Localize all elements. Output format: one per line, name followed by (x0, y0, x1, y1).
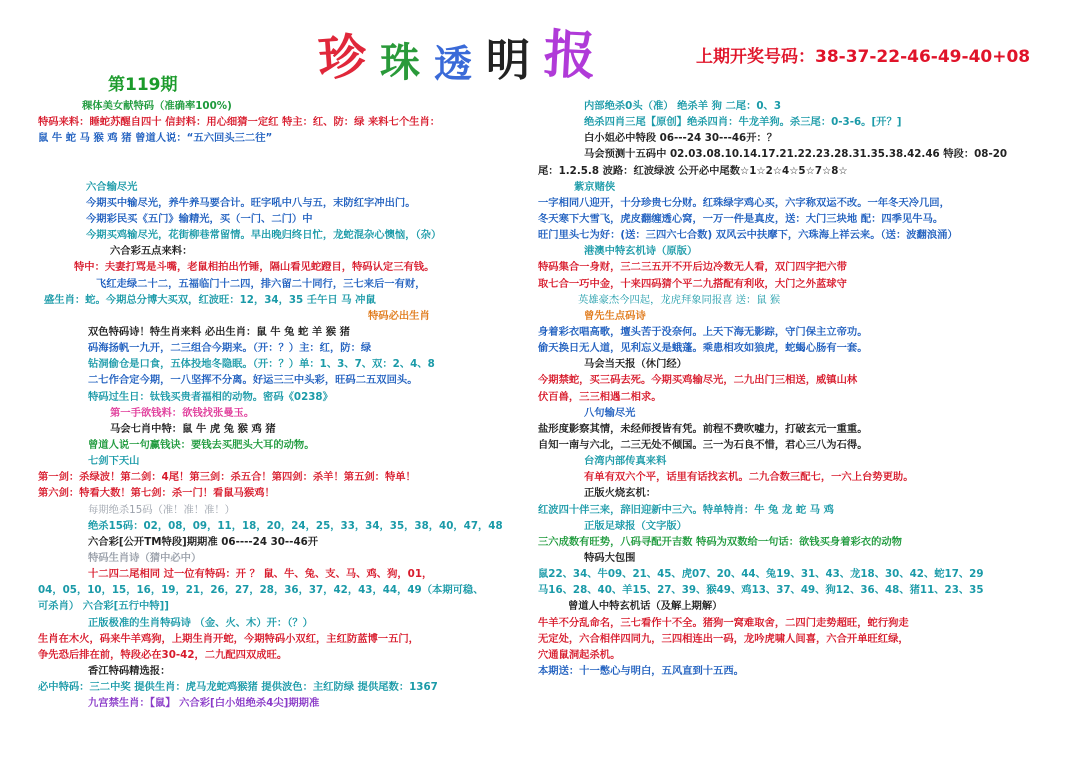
right-text-line: 八句输尽光 (584, 406, 636, 419)
left-text-line (38, 146, 538, 162)
left-text-line: 必中特码：三二中奖 提供生肖：虎马龙蛇鸡猴猪 提供波色：主红防绿 提供尾数：1367 (38, 681, 438, 694)
right-text-line: 鼠22、34、牛09、21、45、虎07、20、44、兔19、31、43、龙18、30、42、蛇17、29 (538, 568, 984, 581)
right-text-line: 穴通鼠洞起杀机。 (538, 648, 621, 661)
right-text-line: 特码大包围 (584, 551, 636, 564)
left-text-line (38, 163, 538, 179)
newspaper-title (316, 23, 610, 88)
left-text-line: 今期买鸡输尽光，花街柳巷常留情。早出晚归终日忙，龙蛇混杂心懊恼，（杂） (86, 229, 442, 242)
left-text-line: 稞体美女献特码（准确率100%) (82, 100, 232, 112)
right-text-line: 英雄豪杰今四起，龙虎拜象同报喜 送：鼠 猴 (578, 293, 781, 306)
right-text-line: 马16、28、40、羊15、27、39、猴49、鸡13、37、49、狗12、36、48、猪11、23、35 (538, 584, 984, 597)
left-text-line: 香江特码精选报： (88, 664, 171, 677)
right-text-line: 冬天寒下大雪飞，虎皮翻缠透心窝，一万一件是真皮，送：大门三块地 配：四季见牛马。 (538, 212, 944, 225)
left-column (38, 98, 538, 711)
left-text-line: 特码生肖诗（猜中必中） (88, 551, 202, 564)
right-text-line: 内部绝杀0头（准） 绝杀羊 狗 二尾：0、3 (584, 100, 781, 112)
left-text-line: 第六剑：特看大数！第七剑：杀一门！看鼠马猴鸡！ (38, 487, 275, 500)
issue-number: 第119期 (108, 75, 178, 95)
right-text-line: 今期禁蛇，买三码去死。今期买鸡输尽光，二九出门三相送，威镇山林 (538, 374, 858, 387)
right-text-line: 自知一南与六北，二三无处不倾国。三一为石良不惜，君心三八为石得。 (538, 438, 868, 451)
right-text-line: 马会当天报（休门经） (584, 358, 687, 371)
right-text-line: 无定处，六合相伴四同九，三四相连出一码，龙吟虎啸人间喜，六合开单旺红绿， (538, 632, 909, 645)
left-text-line: 04，05，10，15，16，19，21，26，27，28，36，37，42，43，44，49（本期可稳、 (38, 584, 484, 597)
left-text-line: 今期彩民买《五门》输精光，买（一门、二门）中 (86, 212, 313, 225)
right-text-line: 本期送：十一憋心与明白，五风直到十五西。 (538, 664, 744, 677)
left-text-line: 特中：夫妻打骂是斗嘴，老鼠相拍出竹锤，隔山看见蛇蹬目，特码认定三有钱。 (74, 261, 435, 274)
right-text-line: 港澳中特玄机诗（原版） (584, 245, 698, 258)
title-char-1: 珍 (316, 28, 369, 88)
left-text-line: 盛生肖：蛇。今期总分博大买双，红波旺：12，34，35 壬午日 马 冲鼠 (44, 293, 376, 306)
last-draw-numbers: 上期开奖号码：38-37-22-46-49-40+08 (696, 47, 1031, 67)
right-column (538, 98, 1043, 679)
right-text-line: 特码集合一身财，三二三五开不开后边冷数无人看，双门四字把六带 (538, 261, 847, 274)
left-text-line: 绝杀15码：02，08，09，11，18，20，24，25，33，34，35，38，40，47，48 (88, 519, 503, 532)
right-text-line: 绝杀四肖三尾【原创】绝杀四肖：牛龙羊狗。杀三尾：0-3-6。[开？] (584, 116, 902, 129)
right-text-line: 台湾内部传真来料 (584, 455, 667, 468)
right-text-line: 白小姐必中特段 06---24 30---46开：？ (584, 132, 778, 145)
left-text-line: 特码必出生肖 (368, 309, 430, 322)
left-text-line: 钻洞偷仓是口食，五体投地冬隐眠。（开：？）单：1、3、7、双：2、4、8 (88, 358, 435, 371)
right-text-line: 伏百兽，三三相遇二相求。 (538, 390, 662, 403)
right-text-line: 有单有双六个平，话里有话找玄机。二九合数三配七，一六上台势更助。 (584, 471, 914, 484)
right-text-line: 曾道人中特玄机话（及解上期解） (568, 600, 723, 613)
left-text-line: 马会七肖中特：鼠 牛 虎 兔 猴 鸡 猪 (110, 422, 276, 435)
left-text-line: 六合输尽光 (86, 180, 138, 193)
right-text-line: 三六成数有旺势，八码寻配开吉数 特码为双数给一句话：欲钱买身着彩衣的动物 (538, 535, 902, 548)
left-text-line: 九宫禁生肖：【鼠】 六合彩[白小姐绝杀4尖]期期准 (88, 697, 320, 710)
title-char-2: 珠 (380, 39, 421, 86)
left-text-line: 可杀肖） 六合彩[五行中特]] (38, 600, 169, 613)
left-text-line: 特码来料：睡蛇苏醒自四十 信封料：用心细猜一定红 特主：红、防：绿 来料七个生肖： (38, 116, 441, 129)
left-text-line: 鼠 牛 蛇 马 猴 鸡 猪 曾道人说：“五六回头三二往” (38, 132, 273, 145)
left-text-line: 六合彩[公开TM特段]期期准 06----24 30--46开 (88, 535, 319, 548)
left-text-line: 码海扬帆一九开，二三组合今期来。（开：？）主：红，防：绿 (88, 342, 372, 355)
left-text-line: 争先恐后排在前，特段必在30-42，二九配四双成旺。 (38, 648, 288, 661)
right-text-line: 红波四十伴三来，辞旧迎新中三六。特单特肖：牛 兔 龙 蛇 马 鸡 (538, 503, 834, 516)
left-text-line: 双色特码诗！特生肖来料 必出生肖：鼠 牛 兔 蛇 羊 猴 猪 (88, 325, 350, 338)
right-text-line: 偷天换日无人道，见利忘义是蛾蓬。乘患相攻如狼虎，蛇蝎心肠有一套。 (538, 342, 868, 355)
right-text-line: 正版足球报（文字版） (584, 519, 687, 532)
left-text-line: 今期买中输尽光，养牛养马要合计。旺字吼中八与五，末防红字冲出门。 (86, 196, 416, 209)
right-text-line: 取七合一巧中金，十来四码猜个平二九搭配有利收，大门之外蓝球守 (538, 277, 847, 290)
left-text-line: 曾道人说一句赢钱诀：要钱去买肥头大耳的动物。 (88, 438, 315, 451)
right-text-line: 旺门里头七为好：(送：三四六七合数) 双风云中扶摩下，六珠海上祥云来。（送：波翻浪涌） (538, 229, 958, 242)
left-text-line: 飞红走绿二十二，五福临门十二四，排六留二十同行，三七来后一有财， (96, 277, 426, 290)
right-text-line: 紫京赌侠 (574, 180, 616, 193)
right-text-line: 盐形度影察其情，未经师授皆有凭。前程不费吹嘘力，打破玄元一重重。 (538, 422, 868, 435)
right-text-line: 尾：1.2.5.8 波路：红波绿波 公开必中尾数☆1☆2☆4☆5☆7☆8☆ (538, 164, 848, 177)
left-text-line: 七剑下天山 (88, 455, 140, 468)
left-text-line: 特码过生日：钛钱买贵者福相的动物。密码《0238》 (88, 390, 333, 403)
right-text-line: 曾先生点码诗 (584, 309, 646, 322)
right-text-line: 马会预测十五码中 02.03.08.10.14.17.21.22.23.28.31.35.38.42.46 特段：08-20 (584, 148, 1008, 161)
left-text-line: 六合彩五点来料： (110, 245, 193, 258)
left-text-line: 二七作合定今期，一八坚挥不分离。好运三三中头彩，旺码二五双回头。 (88, 374, 418, 387)
right-text-line: 牛羊不分乱命名，三七看作十不全。猪狗一窝难取舍，二四门走势超旺，蛇行狗走 (538, 616, 909, 629)
left-text-line: 第一手欲钱料：欲钱找张曼玉。 (110, 406, 255, 419)
title-char-4: 明 (486, 35, 531, 86)
right-text-line: 正版火烧玄机： (584, 487, 657, 500)
left-text-line: 生肖在木火，码来牛羊鸡狗，上期生肖开蛇，今期特码小双红，主红防蓝博一五门， (38, 632, 419, 645)
right-text-line: 身着彩衣唱高歌，壇头苦于没奈何。上天下海无影踪，守门保主立帝功。 (538, 325, 868, 338)
left-text-line: 十二四二尾相同 过一位有特码：开 ？ 鼠、牛、兔、支、马、鸡、狗，01， (88, 568, 433, 581)
title-char-3: 透 (434, 41, 473, 86)
title-char-5: 报 (542, 23, 598, 88)
left-text-line: 每期绝杀15码（准！准！准！） (88, 503, 235, 516)
left-text-line: 第一剑：杀绿波！第二剑：4尾！第三剑：杀五合！第四剑：杀羊！第五剑：特单！ (38, 471, 416, 484)
left-text-line: 正版极准的生肖特码诗 （金、火、木）开：（？） (88, 616, 313, 629)
right-text-line: 一字相同八迎开，十分珍贵七分财。红珠绿字鸡心买，六字称双运不改。一年冬天冷几回， (538, 196, 950, 209)
